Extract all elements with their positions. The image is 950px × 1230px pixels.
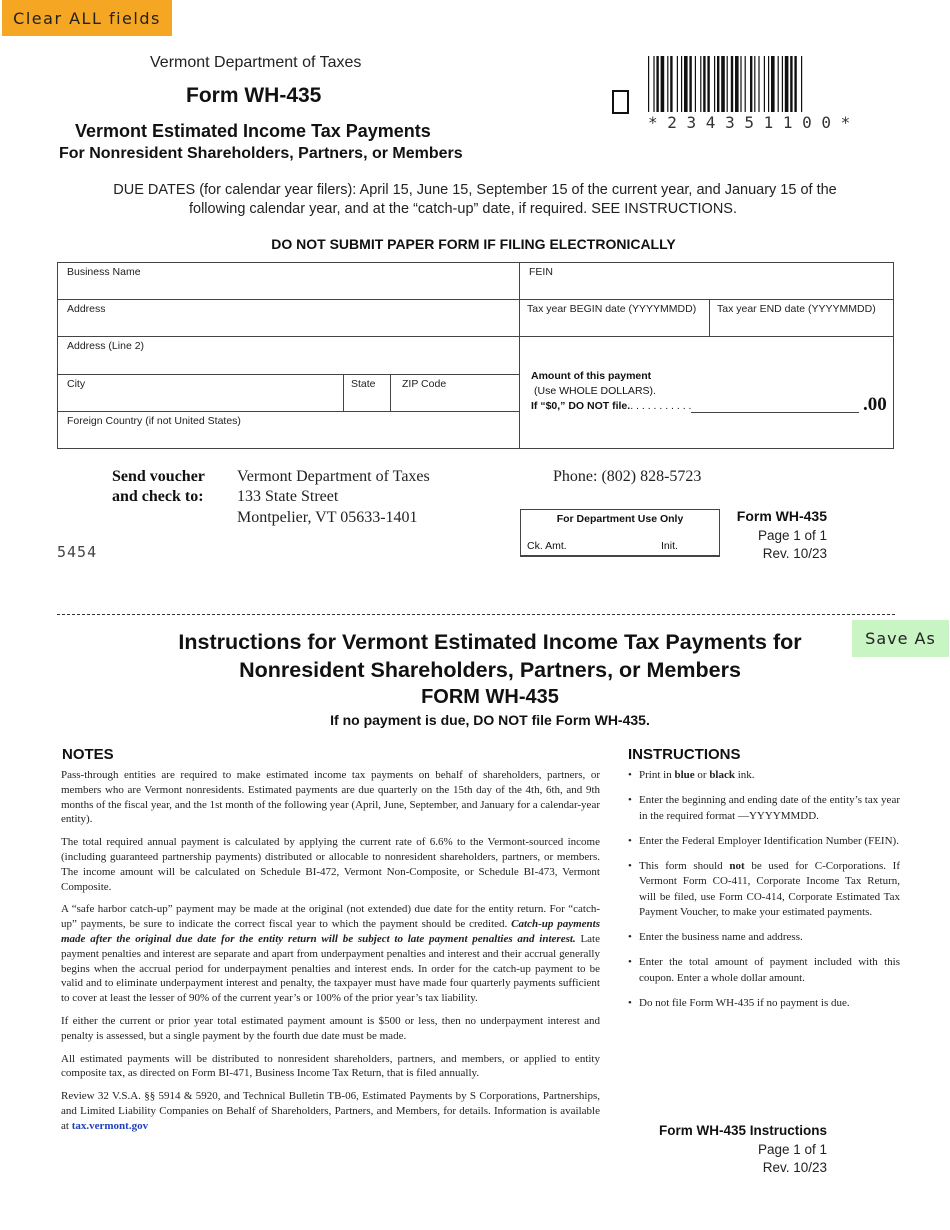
business-name-field[interactable]	[57, 262, 520, 300]
payment-label-line3: If “$0,” DO NOT file.	[531, 400, 631, 412]
business-name-input[interactable]	[64, 281, 513, 297]
barcode-bar	[707, 56, 709, 112]
notes-paragraph-2: The total required annual payment is calculated by applying the current rate of 6.6% to the Vermont-sourced income (including guaranteed partnership payments) distributed or allocable to nonresident shareholders, partners, or members. The income amount will be calculated on Schedule BI-472, Vermont Non-Composite, or Schedule BI-473, Vermont Composite.	[61, 836, 600, 893]
tax-year-end-input[interactable]	[716, 318, 887, 334]
barcode-bar	[735, 56, 739, 112]
instructions-form-id: Form WH-435 Instructions	[658, 1123, 827, 1138]
foreign-country-input[interactable]	[64, 430, 513, 446]
barcode-bar	[721, 56, 725, 112]
foreign-country-label: Foreign Country (if not United States)	[67, 415, 241, 427]
notes-p3-part1: A “safe harbor catch-up” payment may be made at the original (not extended) due date for the entity return. For “catch-up” payments, be sure to indicate the correct fiscal year to which the payment should be credited.	[61, 903, 600, 931]
instructions-page-number: Page 1 of 1	[757, 1142, 827, 1157]
instr-1-blue: blue	[674, 769, 695, 781]
barcode-bar	[714, 56, 715, 112]
no-payment-note: If no payment is due, DO NOT file Form WH-435.	[330, 712, 650, 728]
barcode-bar	[782, 56, 783, 112]
payment-amount-input[interactable]	[691, 397, 859, 413]
initials-label: Init.	[661, 540, 678, 552]
instructions-list	[628, 768, 900, 1021]
payment-label-line3-wrap	[531, 400, 691, 412]
department-use-title: For Department Use Only	[556, 513, 684, 525]
address-label: Address	[67, 303, 106, 315]
address2-label: Address (Line 2)	[67, 340, 145, 352]
barcode-bar	[703, 56, 705, 112]
barcode-bar	[790, 56, 792, 112]
barcode-bar	[656, 56, 658, 112]
barcode-bar	[684, 56, 688, 112]
notes-heading: NOTES	[62, 746, 114, 763]
barcode-bar	[745, 56, 746, 112]
barcode-bar	[653, 56, 654, 112]
instructions-heading: INSTRUCTIONS	[628, 746, 741, 763]
save-as-button[interactable]: Save As	[852, 620, 949, 657]
instr-1-or: or	[694, 769, 710, 781]
notes-paragraph-5: All estimated payments will be distributed to nonresident shareholders, partners, and members, or applied to entity composite tax, as directed on Form BI-471, Business Income Tax Return, that is filed annually.	[61, 1052, 600, 1080]
send-voucher-line2: and check to:	[112, 488, 204, 505]
instruction-item-6: • Enter the total amount of payment included with this coupon. Enter a whole dollar amount.	[628, 955, 900, 986]
barcode-bar	[764, 56, 765, 112]
address-field[interactable]	[57, 299, 520, 337]
city-input[interactable]	[64, 393, 337, 409]
tax-year-begin-input[interactable]	[526, 318, 703, 334]
tax-year-end-label: Tax year END date (YYYYMMDD)	[717, 303, 876, 315]
send-voucher-line1: Send voucher	[112, 468, 205, 485]
barcode-bar	[768, 56, 769, 112]
instruction-item-3: • Enter the Federal Employer Identification Number (FEIN).	[628, 834, 900, 850]
fein-field[interactable]	[519, 262, 894, 300]
barcode-bar	[681, 56, 682, 112]
mailing-address-line1: Vermont Department of Taxes	[237, 468, 430, 485]
barcode-bar	[667, 56, 668, 112]
barcode-bar	[717, 56, 719, 112]
notes-paragraph-6	[61, 1089, 600, 1133]
barcode-bar	[754, 56, 755, 112]
instruction-item-4	[628, 859, 900, 921]
mailing-address-line3: Montpelier, VT 05633-1401	[237, 509, 418, 526]
barcode-bar	[695, 56, 696, 112]
barcode-bar	[758, 56, 759, 112]
barcode-bar	[794, 56, 796, 112]
notes-paragraph-4: If either the current or prior year total estimated payment amount is $500 or less, then no underpayment interest and penalty is assessed, but a single payment by the fourth due date must be made.	[61, 1014, 600, 1042]
business-name-label: Business Name	[67, 266, 141, 278]
instr-1-text: Print in	[639, 769, 675, 781]
form-code: 5454	[57, 543, 98, 561]
instructions-title-line2: Nonresident Shareholders, Partners, or Members	[239, 658, 741, 682]
department-name: Vermont Department of Taxes	[150, 54, 362, 71]
instruction-item-1	[628, 768, 900, 784]
clear-all-fields-button[interactable]: Clear ALL fields	[2, 0, 172, 36]
voucher-form-id: Form WH-435	[736, 508, 827, 524]
barcode-bar	[801, 56, 802, 112]
barcode-bar	[670, 56, 672, 112]
address-input[interactable]	[64, 318, 513, 334]
amended-checkbox[interactable]	[612, 90, 629, 114]
instruction-item-5: • Enter the business name and address.	[628, 930, 900, 946]
instr-1-black: black	[709, 769, 735, 781]
due-dates-line2: following calendar year, and at the “catch-up” date, if required. SEE INSTRUCTIONS.	[188, 201, 738, 217]
notes-paragraph-3	[61, 902, 600, 1006]
barcode-bar	[771, 56, 775, 112]
state-input[interactable]	[350, 393, 384, 409]
instr-1-end: ink.	[735, 769, 755, 781]
tax-year-begin-label: Tax year BEGIN date (YYYYMMDD)	[527, 303, 697, 315]
barcode-bar	[778, 56, 779, 112]
mailing-address-line2: 133 State Street	[237, 488, 339, 505]
barcode-bar	[661, 56, 665, 112]
tax-year-begin-field[interactable]	[519, 299, 710, 337]
zip-input[interactable]	[397, 393, 513, 409]
phone-number: Phone: (802) 828-5723	[553, 468, 702, 485]
instruction-item-2: • Enter the beginning and ending date of the entity’s tax year in the required format —YYYYMMDD.	[628, 793, 900, 824]
fein-label: FEIN	[529, 266, 553, 278]
payment-dots: . . . . . . . . . . .	[630, 400, 692, 412]
barcode-bar	[727, 56, 728, 112]
barcode-bar	[740, 56, 741, 112]
city-label: City	[67, 378, 86, 390]
payment-cents: .00	[863, 394, 887, 415]
due-dates-line1: DUE DATES (for calendar year filers): April 15, June 15, September 15 of the current year, and January 15 of the	[113, 182, 837, 198]
barcode	[648, 56, 893, 112]
cut-line-divider	[57, 614, 895, 615]
check-amount-label: Ck. Amt.	[527, 540, 567, 552]
voucher-revision: Rev. 10/23	[762, 546, 827, 561]
payment-label-line2: (Use WHOLE DOLLARS).	[534, 385, 656, 397]
notes-p3-emphasis: Catch-up payments made after the original due date for the entity return will be subject to late payment penalties and interest.	[61, 918, 600, 945]
instr-4-end: be used for C-Corporations. If Vermont Form CO-411, Corporate Income Tax Return, will be filed, use Form CO-414, Corporate Estimated Tax Payment Voucher, to make your estimated payments.	[639, 859, 900, 918]
tax-vermont-gov-link[interactable]: tax.vermont.gov	[71, 1119, 149, 1132]
address2-field[interactable]	[57, 336, 520, 375]
form-title: Vermont Estimated Income Tax Payments	[75, 121, 431, 141]
barcode-bar	[750, 56, 752, 112]
notes-p6-text: Review 32 V.S.A. §§ 5914 & 5920, and Technical Bulletin TB-06, Estimated Payments by S Corporations, Partnerships, and Limited Liability Companies on Behalf of Shareholders, Partners, and Members, for details. Information is available at	[61, 1090, 600, 1132]
state-field[interactable]	[343, 374, 391, 412]
form-id: Form WH-435	[186, 84, 322, 107]
barcode-bar	[648, 56, 649, 112]
barcode-bar	[689, 56, 691, 112]
payment-box	[519, 336, 894, 449]
barcode-bar	[785, 56, 789, 112]
instructions-title-line1: Instructions for Vermont Estimated Income Tax Payments for	[178, 630, 802, 654]
barcode-bar	[731, 56, 733, 112]
instr-4-text: This form should	[639, 859, 730, 872]
efile-warning: DO NOT SUBMIT PAPER FORM IF FILING ELECTRONICALLY	[271, 236, 676, 252]
tax-year-end-field[interactable]	[709, 299, 894, 337]
instructions-form-line: FORM WH-435	[421, 686, 559, 708]
notes-p3-part2: Late payment penalties and interest are separate and apart from underpayment penalties and interest and their accrual generally begins when the accrual period for underpayment penalties and interest ends. In order for the catch-up payment to be valid and to eliminate underpayment interest and penalty, the taxpayer must have made four quarterly payments sufficient to cover at least the lesser of 90% of the current year’s or 100% of the prior year’s tax liability.	[61, 932, 600, 1005]
notes-paragraph-1: Pass-through entities are required to make estimated income tax payments on behalf of shareholders, partners, or members who are Vermont nonresidents. Estimated payments are due quarterly on the 15th day of the 4th, 6th, and 9th months of the fiscal year, and the 1st month of the following year (April, June, September, and January for a calendar-year entity).	[61, 769, 600, 826]
notes-column	[61, 768, 600, 1142]
fein-input[interactable]	[526, 281, 887, 297]
barcode-number: * 2 3 4 3 5 1 1 0 0 *	[648, 113, 851, 132]
state-label: State	[351, 378, 376, 390]
city-field[interactable]	[57, 374, 344, 412]
barcode-bar	[700, 56, 701, 112]
form-subtitle: For Nonresident Shareholders, Partners, or Members	[59, 145, 463, 162]
payment-label-line1: Amount of this payment	[531, 370, 652, 382]
barcode-bar	[677, 56, 678, 112]
zip-label: ZIP Code	[402, 378, 447, 390]
address2-input[interactable]	[64, 356, 513, 372]
voucher-page-number: Page 1 of 1	[757, 528, 827, 543]
instruction-item-7: • Do not file Form WH-435 if no payment is due.	[628, 996, 900, 1012]
instructions-revision: Rev. 10/23	[762, 1160, 827, 1175]
zip-field[interactable]	[390, 374, 520, 412]
foreign-country-field[interactable]	[57, 411, 520, 449]
instr-4-not: not	[729, 859, 745, 872]
